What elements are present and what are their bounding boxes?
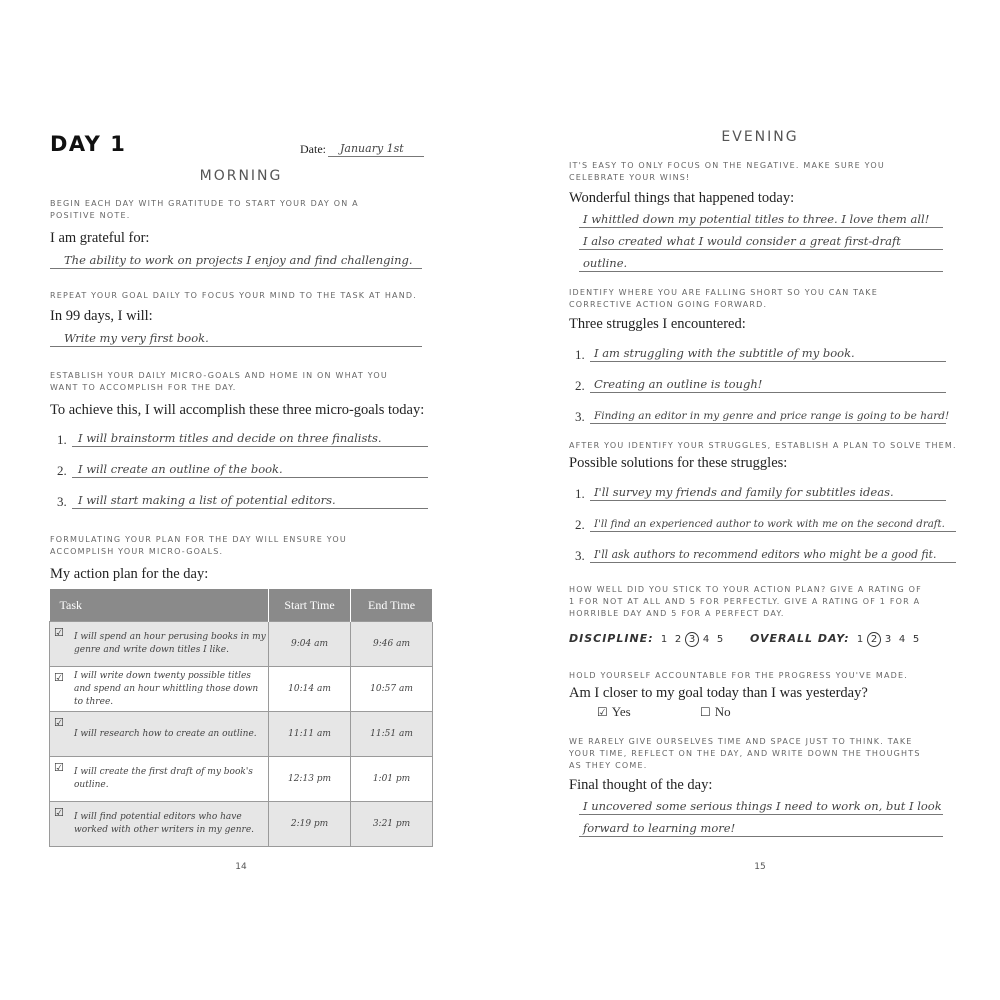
date-label: Date: <box>300 142 326 156</box>
header-task: Task <box>50 589 269 622</box>
page-number-right: 15 <box>754 862 766 872</box>
start-time-cell[interactable]: 2:19 pm <box>269 802 351 847</box>
end-time-cell[interactable]: 10:57 am <box>351 667 433 712</box>
micro-prompt-line-2: WANT TO ACCOMPLISH FOR THE DAY. <box>50 383 237 392</box>
struggle-text: Finding an editor in my genre and price range is going to be hard! <box>594 410 950 422</box>
date-value: January 1st <box>340 142 404 155</box>
discipline-rating <box>569 632 727 647</box>
rating-prompt-line-2: 1 FOR NOT AT ALL AND 5 FOR PERFECTLY. GIVE A RATING OF 1 FOR A <box>569 597 921 606</box>
page-number-left: 14 <box>235 862 247 872</box>
discipline-option-2[interactable]: 2 <box>674 634 682 645</box>
final-line-field-2[interactable] <box>579 816 943 837</box>
wins-prompt-line-2: CELEBRATE YOUR WINS! <box>569 173 691 182</box>
final-label: Final thought of the day: <box>569 777 713 793</box>
checkbox-checked-icon[interactable]: ☑ <box>54 626 64 639</box>
micro-goal-text: I will brainstorm titles and decide on three finalists. <box>78 431 382 445</box>
struggle-number: 1. <box>575 347 585 362</box>
start-time-cell[interactable]: 11:11 am <box>269 712 351 757</box>
table-header-row <box>50 589 433 622</box>
checkbox-checked-icon[interactable]: ☑ <box>54 716 64 729</box>
solution-text: I'll ask authors to recommend editors who might be a good fit. <box>594 548 937 561</box>
solution-field-3[interactable] <box>590 542 956 563</box>
checkbox-checked-icon[interactable]: ☑ <box>597 705 608 719</box>
micro-label: To achieve this, I will accomplish these three micro-goals today: <box>50 402 425 418</box>
goal-answer: Write my very first book. <box>64 331 209 345</box>
solution-number: 1. <box>575 486 585 501</box>
micro-goal-field-3[interactable] <box>72 488 428 509</box>
accountable-prompt: HOLD YOURSELF ACCOUNTABLE FOR THE PROGRESS YOU'VE MADE. <box>569 671 908 680</box>
micro-goal-text: I will create an outline of the book. <box>78 462 283 476</box>
task-cell[interactable] <box>50 712 269 757</box>
struggle-prompt-line-2: CORRECTIVE ACTION GOING FORWARD. <box>569 300 768 309</box>
task-cell[interactable] <box>50 667 269 712</box>
end-time-cell[interactable]: 9:46 am <box>351 622 433 667</box>
task-cell[interactable] <box>50 757 269 802</box>
task-text: I will create the first draft of my book's outline. <box>74 767 253 790</box>
evening-title: EVENING <box>721 129 799 145</box>
rating-prompt-line-3: HORRIBLE DAY AND 5 FOR A PERFECT DAY. <box>569 609 785 618</box>
checkbox-checked-icon[interactable]: ☑ <box>54 761 64 774</box>
plan-prompt-line-2: ACCOMPLISH YOUR MICRO-GOALS. <box>50 547 224 556</box>
action-plan-table <box>49 589 433 847</box>
struggle-field-1[interactable] <box>590 341 946 362</box>
yes-label: Yes <box>611 704 631 719</box>
task-cell[interactable] <box>50 622 269 667</box>
micro-goal-number: 1. <box>57 432 67 447</box>
solution-prompt: AFTER YOU IDENTIFY YOUR STRUGGLES, ESTABLISH A PLAN TO SOLVE THEM. <box>569 441 957 450</box>
checkbox-checked-icon[interactable]: ☑ <box>54 671 64 684</box>
gratitude-prompt-line-2: POSITIVE NOTE. <box>50 211 131 220</box>
task-text: I will find potential editors who have worked with other writers in my genre. <box>74 812 254 835</box>
start-time-cell[interactable]: 12:13 pm <box>269 757 351 802</box>
final-line-text: I uncovered some serious things I need to work on, but I look <box>583 799 942 813</box>
task-text: I will write down twenty possible titles and spend an hour whittling those down to three. <box>74 670 259 707</box>
table-row <box>50 712 433 757</box>
date-field[interactable] <box>328 136 424 157</box>
end-time-cell[interactable]: 11:51 am <box>351 712 433 757</box>
task-text: I will spend an hour perusing books in my genre and write down titles I like. <box>74 632 266 655</box>
struggle-label: Three struggles I encountered: <box>569 316 746 332</box>
struggle-prompt-line-1: IDENTIFY WHERE YOU ARE FALLING SHORT SO YOU CAN TAKE <box>569 288 878 297</box>
struggle-number: 3. <box>575 409 585 424</box>
grateful-answer: The ability to work on projects I enjoy and find challenging. <box>64 253 413 267</box>
discipline-option-4[interactable]: 4 <box>702 634 710 645</box>
table-row <box>50 622 433 667</box>
micro-goal-number: 2. <box>57 463 67 478</box>
no-option[interactable] <box>700 703 731 721</box>
overall-option-1[interactable]: 1 <box>856 634 864 645</box>
struggle-text: Creating an outline is tough! <box>594 377 763 391</box>
no-label: No <box>714 704 731 719</box>
wins-line-text: outline. <box>583 256 628 270</box>
header-start-time: Start Time <box>269 589 351 622</box>
solution-text: I'll survey my friends and family for subtitles ideas. <box>594 485 894 499</box>
rating-prompt-line-1: HOW WELL DID YOU STICK TO YOUR ACTION PLAN? GIVE A RATING OF <box>569 585 922 594</box>
day-title: DAY 1 <box>50 132 127 156</box>
grateful-label: I am grateful for: <box>50 230 150 246</box>
header-end-time: End Time <box>351 589 433 622</box>
struggle-field-2[interactable] <box>590 372 946 393</box>
solution-field-2[interactable] <box>590 511 956 532</box>
micro-goal-text: I will start making a list of potential editors. <box>78 493 336 507</box>
final-line-text: forward to learning more! <box>583 821 736 835</box>
right-page <box>500 0 1000 1000</box>
discipline-option-5[interactable]: 5 <box>716 634 724 645</box>
goal-prompt: REPEAT YOUR GOAL DAILY TO FOCUS YOUR MIND TO THE TASK AT HAND. <box>50 291 418 300</box>
plan-prompt-line-1: FORMULATING YOUR PLAN FOR THE DAY WILL ENSURE YOU <box>50 535 347 544</box>
goal-answer-field[interactable] <box>50 326 422 347</box>
task-cell[interactable] <box>50 802 269 847</box>
end-time-cell[interactable]: 3:21 pm <box>351 802 433 847</box>
end-time-cell[interactable]: 1:01 pm <box>351 757 433 802</box>
micro-goal-number: 3. <box>57 494 67 509</box>
task-text: I will research how to create an outline. <box>74 728 257 739</box>
discipline-option-1[interactable]: 1 <box>660 634 668 645</box>
micro-goal-field-1[interactable] <box>72 426 428 447</box>
overall-option-4[interactable]: 4 <box>898 634 906 645</box>
plan-label: My action plan for the day: <box>50 566 209 582</box>
discipline-option-3-selected[interactable]: 3 <box>685 632 699 647</box>
wins-line-text: I also created what I would consider a great first-draft <box>583 234 901 248</box>
solution-text: I'll find an experienced author to work with me on the second draft. <box>594 519 945 530</box>
solution-number: 2. <box>575 517 585 532</box>
solution-number: 3. <box>575 548 585 563</box>
struggle-text: I am struggling with the subtitle of my book. <box>594 346 855 360</box>
micro-prompt-line-1: ESTABLISH YOUR DAILY MICRO-GOALS AND HOME IN ON WHAT YOU <box>50 371 388 380</box>
final-prompt-line-2: YOUR TIME, REFLECT ON THE DAY, AND WRITE DOWN THE THOUGHTS <box>569 749 921 758</box>
wins-line-field-1[interactable] <box>579 207 943 228</box>
gratitude-prompt-line-1: BEGIN EACH DAY WITH GRATITUDE TO START YOUR DAY ON A <box>50 199 359 208</box>
final-prompt-line-1: WE RARELY GIVE OURSELVES TIME AND SPACE JUST TO THINK. TAKE <box>569 737 913 746</box>
solution-label: Possible solutions for these struggles: <box>569 455 788 471</box>
overall-option-2-selected[interactable]: 2 <box>867 632 881 647</box>
solution-field-1[interactable] <box>590 480 946 501</box>
wins-line-field-3[interactable] <box>579 251 943 272</box>
checkbox-empty-icon[interactable]: ☐ <box>700 705 711 719</box>
table-row <box>50 667 433 712</box>
accountable-label: Am I closer to my goal today than I was yesterday? <box>569 685 868 701</box>
overall-label: OVERALL DAY: <box>750 632 850 645</box>
grateful-answer-field[interactable] <box>50 248 422 269</box>
start-time-cell[interactable]: 10:14 am <box>269 667 351 712</box>
overall-option-3[interactable]: 3 <box>884 634 892 645</box>
yes-option[interactable] <box>597 703 631 721</box>
micro-goal-field-2[interactable] <box>72 457 428 478</box>
table-row <box>50 757 433 802</box>
wins-line-text: I whittled down my potential titles to three. I love them all! <box>583 212 930 226</box>
final-prompt-line-3: AS THEY COME. <box>569 761 648 770</box>
checkbox-checked-icon[interactable]: ☑ <box>54 806 64 819</box>
struggle-field-3[interactable] <box>590 403 950 424</box>
morning-title: MORNING <box>199 168 283 184</box>
table-row <box>50 802 433 847</box>
wins-prompt-line-1: IT'S EASY TO ONLY FOCUS ON THE NEGATIVE. MAKE SURE YOU <box>569 161 885 170</box>
goal-label: In 99 days, I will: <box>50 308 153 324</box>
discipline-label: DISCIPLINE: <box>569 632 654 645</box>
wins-line-field-2[interactable] <box>579 229 943 250</box>
struggle-number: 2. <box>575 378 585 393</box>
overall-day-rating <box>750 632 923 647</box>
start-time-cell[interactable]: 9:04 am <box>269 622 351 667</box>
wins-label: Wonderful things that happened today: <box>569 190 795 206</box>
final-line-field-1[interactable] <box>579 794 943 815</box>
overall-option-5[interactable]: 5 <box>912 634 920 645</box>
